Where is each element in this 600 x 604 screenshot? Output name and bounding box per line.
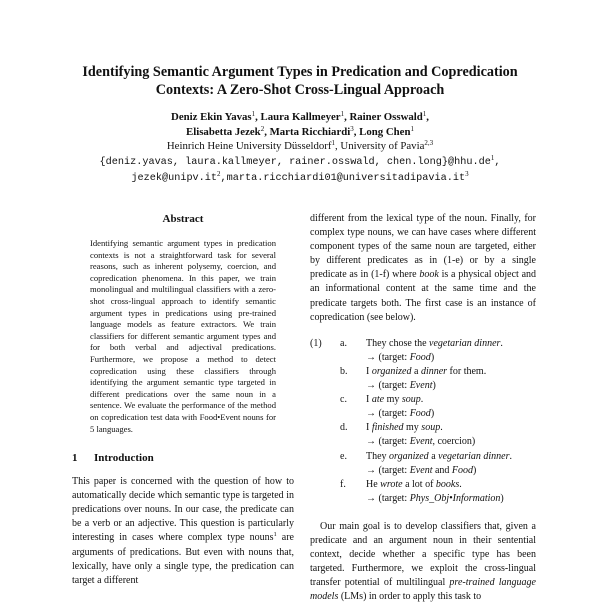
- authors-line-2: Elisabetta Jezek$^2$, Marta Ricchiardi$^3$, Long Chen$^1$: [186, 124, 414, 138]
- affiliation: Heinrich Heine University Düsseldorf: [166, 140, 332, 152]
- example-item: [310, 337, 536, 351]
- example-target: → (target: Food): [366, 408, 435, 420]
- affiliations-line: Heinrich Heine University Düsseldorf$^1$, University of Pavia$^{2,3}$: [166, 139, 434, 152]
- author-affil-mark: 1: [340, 110, 345, 118]
- email-line-2: $jezek@unipv.it^2,marta.ricchiardi01@universitadipavia.it^3$: [131, 170, 469, 184]
- authors-line-1: Deniz Ekin Yavas$^1$, Laura Kallmeyer$^1$, Rainer Osswald$^1$,: [171, 110, 429, 123]
- paragraph: Our main goal is to develop classifiers that, given a predicate and an argument noun in their sentential context, decide whether a specific type has been targeted. Furthermore, we exploit the cross-lingual transfer potential of multilingual pre-trained language models (LMs) in order to apply this task to: [310, 520, 536, 603]
- example-sentence: They chose the vegetarian dinner.: [366, 337, 503, 349]
- right-body-2: [310, 520, 536, 604]
- left-column: [72, 212, 294, 588]
- author-name: Elisabetta Jezek: [186, 125, 261, 138]
- example-sentence: I finished my soup.: [366, 422, 443, 434]
- title-line-1: Identifying Semantic Argument Types in Predication and Copredication: [82, 64, 518, 80]
- section-title: Introduction: [94, 452, 154, 465]
- example-letter: d.: [340, 422, 348, 434]
- example-letter: e.: [340, 450, 347, 462]
- author-name: Long Chen: [359, 125, 411, 138]
- example-sentence: I organized a dinner for them.: [366, 365, 487, 377]
- abstract-text: Identifying semantic argument types in predication contexts is not a straightforward task for several reasons, such as inherent polysemy, coercion, and copredication phenomena. In this paper, we train monolingual and multilingual classifiers with a zero-shot cross-lingual approach to identify semantic argument types in predications using pre-trained language models as feature extractors. We train classifiers for different semantic argument types and for both verbal and adjectival predications. Furthermore, we propose a method to detect copredication using these classifiers through identifying the argument semantic type targeted in different predications over the same noun in a sentence. We evaluate the performance of the method on copredication test data with Food•Event nouns for 5 languages.: [90, 238, 276, 434]
- author-name: Rainer Osswald: [349, 111, 423, 123]
- author-name: Marta Ricchiardi: [269, 125, 351, 138]
- affiliation: University of Pavia: [340, 140, 425, 152]
- author-affil-mark: 1: [410, 124, 414, 133]
- example-target: → (target: Event): [366, 380, 436, 392]
- footnote-mark[interactable]: 1: [273, 531, 277, 539]
- author-affil-mark: 3: [350, 124, 354, 133]
- section-heading-introduction: [72, 451, 294, 465]
- author-affil-mark: 1: [251, 110, 256, 118]
- example-target: → (target: Event and Food): [366, 464, 477, 476]
- example-sentence: He wrote a lot of books.: [366, 478, 462, 490]
- paper-title: [40, 63, 560, 99]
- email[interactable]: {deniz.yavas, laura.kallmeyer, rainer.osswald, chen.long}@hhu.de: [99, 156, 491, 168]
- author-affil-mark: 1: [422, 110, 427, 118]
- example-target: → (target: Event, coercion): [366, 436, 476, 448]
- example-item: [310, 450, 536, 464]
- email[interactable]: jezek@unipv.it: [131, 173, 218, 184]
- example-item: [310, 421, 536, 435]
- author-name: Laura Kallmeyer: [260, 111, 341, 123]
- example-item: [310, 478, 536, 492]
- example-target: → (target: Food): [366, 351, 435, 363]
- abstract-heading: Abstract: [162, 213, 204, 225]
- example-letter: c.: [340, 394, 347, 406]
- email-line-1: {deniz.yavas, laura.kallmeyer, rainer.osswald, $chen.long\}@hhu.de^1$,: [99, 153, 501, 168]
- example-number: (1): [310, 337, 322, 349]
- author-block: [30, 110, 570, 187]
- email[interactable]: marta.ricchiardi01@universitadipavia.it: [226, 173, 466, 184]
- right-column: [310, 212, 536, 604]
- right-body: [310, 212, 536, 325]
- author-affil-mark: 2: [260, 124, 265, 133]
- example-letter: a.: [340, 337, 347, 349]
- example-item: [310, 393, 536, 407]
- author-name: Deniz Ekin Yavas: [171, 111, 252, 123]
- title-line-2: Contexts: A Zero-Shot Cross-Lingual Approach: [155, 82, 445, 98]
- paragraph: different from the lexical type of the noun. Finally, for complex type nouns, we can have cases where different component types of the same noun are targeted, either by different predicates as in (1-e) or by a single predicate as in (1-f) where book is a physical object and an informational content at the same time and the predicate targets both. The first case is an instance of copredication (see below).: [310, 213, 537, 323]
- section-number: 1: [72, 452, 78, 465]
- example-sentence: They organized a vegetarian dinner.: [366, 450, 513, 462]
- example-letter: f.: [340, 478, 346, 490]
- example-list: [310, 337, 536, 506]
- intro-paragraph: This paper is concerned with the question of how to automatically decide which semantic type is targeted in predications over nouns. In our case, the predicate can be a verb or an adjective. This question is particularly interesting in cases where complex type nouns$^1$ are arguments of predications. But even with nouns that, lexically, have only a single type, the predication can target a different: [72, 476, 294, 586]
- example-target: → (target: Phys_Obj•Information): [366, 492, 504, 504]
- intro-body: [72, 475, 294, 588]
- abstract: [90, 238, 276, 435]
- example-letter: b.: [340, 365, 348, 377]
- example-sentence: I ate my soup.: [366, 394, 424, 406]
- example-item: [310, 365, 536, 379]
